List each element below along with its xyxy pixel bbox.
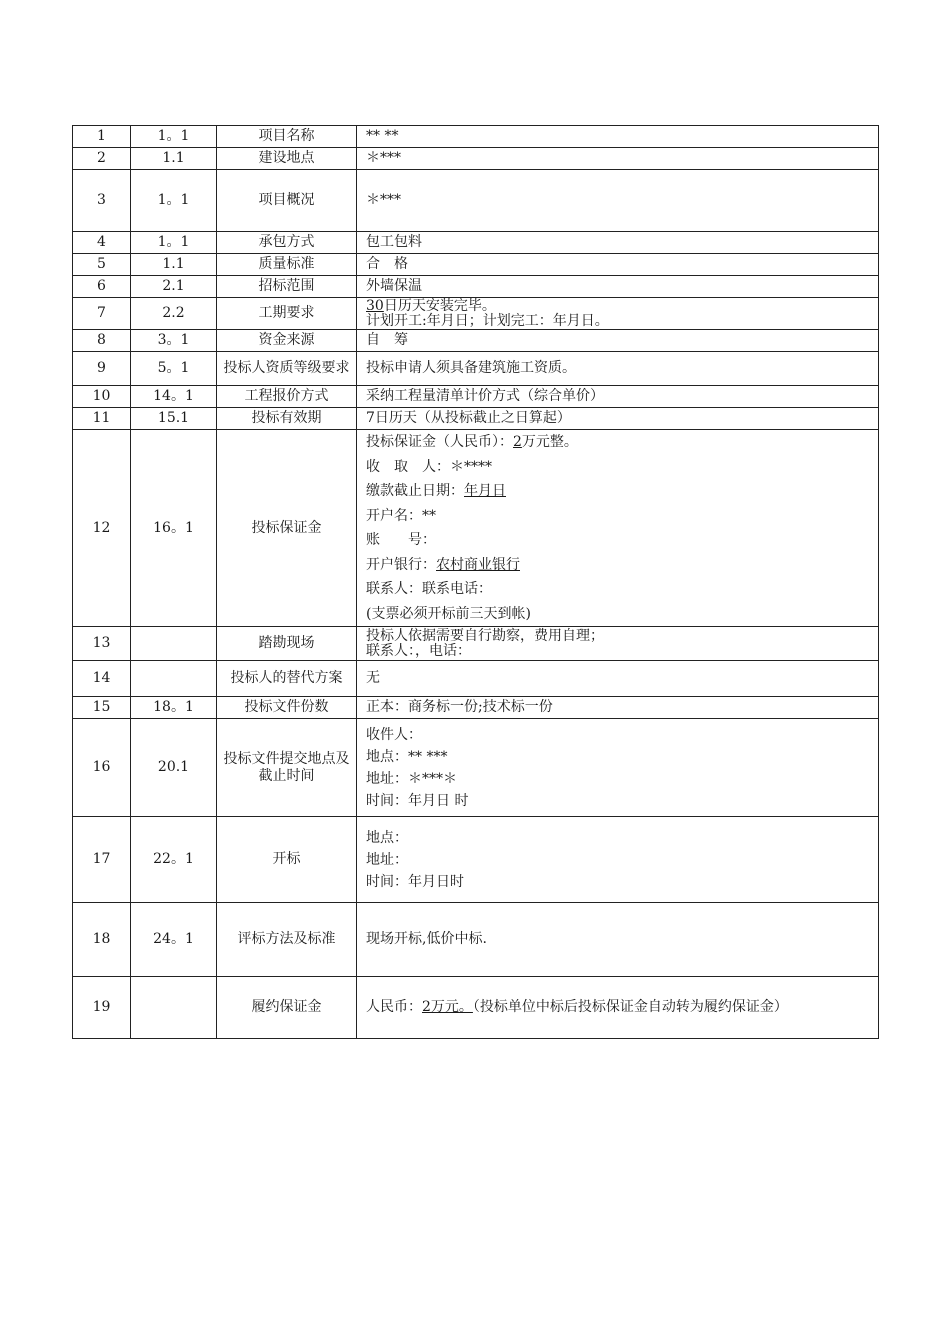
clause-number: 1。1 bbox=[131, 170, 217, 232]
content-line bbox=[366, 553, 878, 578]
clause-number: 20.1 bbox=[131, 719, 217, 817]
content-line: 自 筹 bbox=[366, 332, 408, 348]
underlined-value: 农村商业银行 bbox=[436, 556, 520, 573]
clause-number: 2.2 bbox=[131, 298, 217, 330]
content-line: 地址：＊***＊ bbox=[366, 770, 457, 787]
clause-number: 1.1 bbox=[131, 148, 217, 170]
table-row bbox=[73, 352, 879, 386]
table-row bbox=[73, 719, 879, 817]
item-content bbox=[357, 903, 879, 977]
content-text: 日历天安装完毕。 bbox=[383, 297, 496, 314]
row-number: 7 bbox=[73, 298, 131, 330]
content-line: ＊*** bbox=[366, 192, 401, 208]
item-content bbox=[357, 254, 879, 276]
content-line: ＊*** bbox=[366, 150, 401, 166]
row-number: 12 bbox=[73, 430, 131, 627]
content-line: 无 bbox=[366, 670, 380, 686]
table-row bbox=[73, 298, 879, 330]
item-name: 踏勘现场 bbox=[217, 627, 357, 661]
item-name: 开标 bbox=[217, 817, 357, 903]
clause-number: 1。1 bbox=[131, 126, 217, 148]
content-text: 开户银行： bbox=[366, 556, 436, 573]
item-content bbox=[357, 148, 879, 170]
content-line: 正本：商务标一份;技术标一份 bbox=[366, 699, 553, 715]
row-number: 13 bbox=[73, 627, 131, 661]
table-row bbox=[73, 977, 879, 1039]
row-number: 19 bbox=[73, 977, 131, 1039]
clause-number: 18。1 bbox=[131, 697, 217, 719]
item-content bbox=[357, 386, 879, 408]
content-text: 万元整。 bbox=[521, 434, 578, 450]
item-content bbox=[357, 697, 879, 719]
item-name: 资金来源 bbox=[217, 330, 357, 352]
row-number: 1 bbox=[73, 126, 131, 148]
content-line bbox=[366, 299, 878, 314]
table-row bbox=[73, 386, 879, 408]
item-content bbox=[357, 627, 879, 661]
item-content bbox=[357, 977, 879, 1039]
clause-number: 22。1 bbox=[131, 817, 217, 903]
content-line: 计划开工:年月日；计划完工：年月日。 bbox=[366, 312, 609, 329]
content-line: 7日历天（从投标截止之日算起） bbox=[366, 410, 571, 426]
content-text: 人民币： bbox=[366, 999, 422, 1015]
row-number: 14 bbox=[73, 661, 131, 697]
item-name: 承包方式 bbox=[217, 232, 357, 254]
clause-number: 16。1 bbox=[131, 430, 217, 627]
content-line: 收 取 人：＊**** bbox=[366, 458, 492, 475]
row-number: 18 bbox=[73, 903, 131, 977]
item-name: 投标文件提交地点及截止时间 bbox=[217, 719, 357, 817]
item-name: 投标人的替代方案 bbox=[217, 661, 357, 697]
item-content bbox=[357, 298, 879, 330]
clause-number: 2.1 bbox=[131, 276, 217, 298]
table-row bbox=[73, 126, 879, 148]
content-line: 合 格 bbox=[366, 256, 408, 272]
table-row bbox=[73, 697, 879, 719]
table-row bbox=[73, 330, 879, 352]
item-content bbox=[357, 430, 879, 627]
table-row bbox=[73, 408, 879, 430]
clause-number: 5。1 bbox=[131, 352, 217, 386]
content-line: 时间：年月日 时 bbox=[366, 792, 469, 809]
content-text: 缴款截止日期： bbox=[366, 483, 464, 499]
table-row bbox=[73, 817, 879, 903]
item-content bbox=[357, 232, 879, 254]
content-line: 联系人：，电话： bbox=[366, 642, 471, 659]
underlined-value: 2 bbox=[513, 434, 522, 450]
clause-number: 15.1 bbox=[131, 408, 217, 430]
item-content bbox=[357, 276, 879, 298]
item-content bbox=[357, 330, 879, 352]
row-number: 8 bbox=[73, 330, 131, 352]
clause-number bbox=[131, 627, 217, 661]
item-name: 项目概况 bbox=[217, 170, 357, 232]
item-name: 工程报价方式 bbox=[217, 386, 357, 408]
bid-data-sheet bbox=[72, 125, 878, 1039]
table-row bbox=[73, 148, 879, 170]
item-content bbox=[357, 719, 879, 817]
content-line: 账 号： bbox=[366, 532, 436, 548]
clause-number bbox=[131, 977, 217, 1039]
content-line: 地点：** *** bbox=[366, 748, 448, 765]
item-name: 招标范围 bbox=[217, 276, 357, 298]
content-line: 外墙保温 bbox=[366, 278, 422, 294]
content-line: 投标人依据需要自行勘察，费用自理； bbox=[366, 627, 604, 644]
content-line: 开户名：** bbox=[366, 507, 436, 524]
content-line: 地址： bbox=[366, 851, 408, 868]
row-number: 10 bbox=[73, 386, 131, 408]
content-line: 现场开标,低价中标. bbox=[366, 931, 487, 947]
item-name: 投标人资质等级要求 bbox=[217, 352, 357, 386]
item-content bbox=[357, 126, 879, 148]
clause-number: 24。1 bbox=[131, 903, 217, 977]
clause-number: 3。1 bbox=[131, 330, 217, 352]
row-number: 6 bbox=[73, 276, 131, 298]
row-number: 5 bbox=[73, 254, 131, 276]
content-line: ** ** bbox=[366, 128, 399, 144]
bid-data-table bbox=[72, 125, 879, 1039]
underlined-value: 年月日 bbox=[464, 483, 506, 499]
underlined-value: 30 bbox=[366, 297, 384, 314]
item-name: 质量标准 bbox=[217, 254, 357, 276]
table-row bbox=[73, 232, 879, 254]
row-number: 3 bbox=[73, 170, 131, 232]
content-line: 投标申请人须具备建筑施工资质。 bbox=[366, 360, 576, 376]
item-name: 投标有效期 bbox=[217, 408, 357, 430]
content-line bbox=[366, 1000, 878, 1015]
item-content bbox=[357, 170, 879, 232]
table-row bbox=[73, 276, 879, 298]
row-number: 2 bbox=[73, 148, 131, 170]
item-content bbox=[357, 352, 879, 386]
table-row bbox=[73, 661, 879, 697]
content-text: （投标单位中标后投标保证金自动转为履约保证金） bbox=[472, 999, 788, 1015]
table-row bbox=[73, 903, 879, 977]
item-name: 履约保证金 bbox=[217, 977, 357, 1039]
content-line bbox=[366, 479, 878, 504]
table-row bbox=[73, 430, 879, 627]
clause-number: 1。1 bbox=[131, 232, 217, 254]
item-name: 投标文件份数 bbox=[217, 697, 357, 719]
row-number: 9 bbox=[73, 352, 131, 386]
row-number: 4 bbox=[73, 232, 131, 254]
item-name: 投标保证金 bbox=[217, 430, 357, 627]
content-line: (支票必须开标前三天到帐) bbox=[366, 605, 531, 622]
content-line: 联系人：联系电话： bbox=[366, 581, 492, 597]
item-name: 工期要求 bbox=[217, 298, 357, 330]
row-number: 11 bbox=[73, 408, 131, 430]
underlined-value: 2万元。 bbox=[422, 999, 473, 1015]
table-row bbox=[73, 254, 879, 276]
content-line: 地点： bbox=[366, 829, 408, 846]
item-name: 项目名称 bbox=[217, 126, 357, 148]
clause-number: 1.1 bbox=[131, 254, 217, 276]
content-line: 收件人： bbox=[366, 726, 422, 743]
content-line: 采纳工程量清单计价方式（综合单价） bbox=[366, 388, 604, 404]
content-line bbox=[366, 430, 878, 455]
item-name: 评标方法及标准 bbox=[217, 903, 357, 977]
row-number: 15 bbox=[73, 697, 131, 719]
item-content bbox=[357, 817, 879, 903]
content-line: 时间：年月日时 bbox=[366, 873, 464, 890]
item-content bbox=[357, 661, 879, 697]
content-text: 投标保证金（人民币）： bbox=[366, 434, 513, 450]
row-number: 17 bbox=[73, 817, 131, 903]
content-line: 包工包料 bbox=[366, 234, 422, 250]
table-body bbox=[73, 126, 879, 1039]
item-content bbox=[357, 408, 879, 430]
item-name: 建设地点 bbox=[217, 148, 357, 170]
table-row bbox=[73, 170, 879, 232]
table-row bbox=[73, 627, 879, 661]
row-number: 16 bbox=[73, 719, 131, 817]
clause-number: 14。1 bbox=[131, 386, 217, 408]
clause-number bbox=[131, 661, 217, 697]
